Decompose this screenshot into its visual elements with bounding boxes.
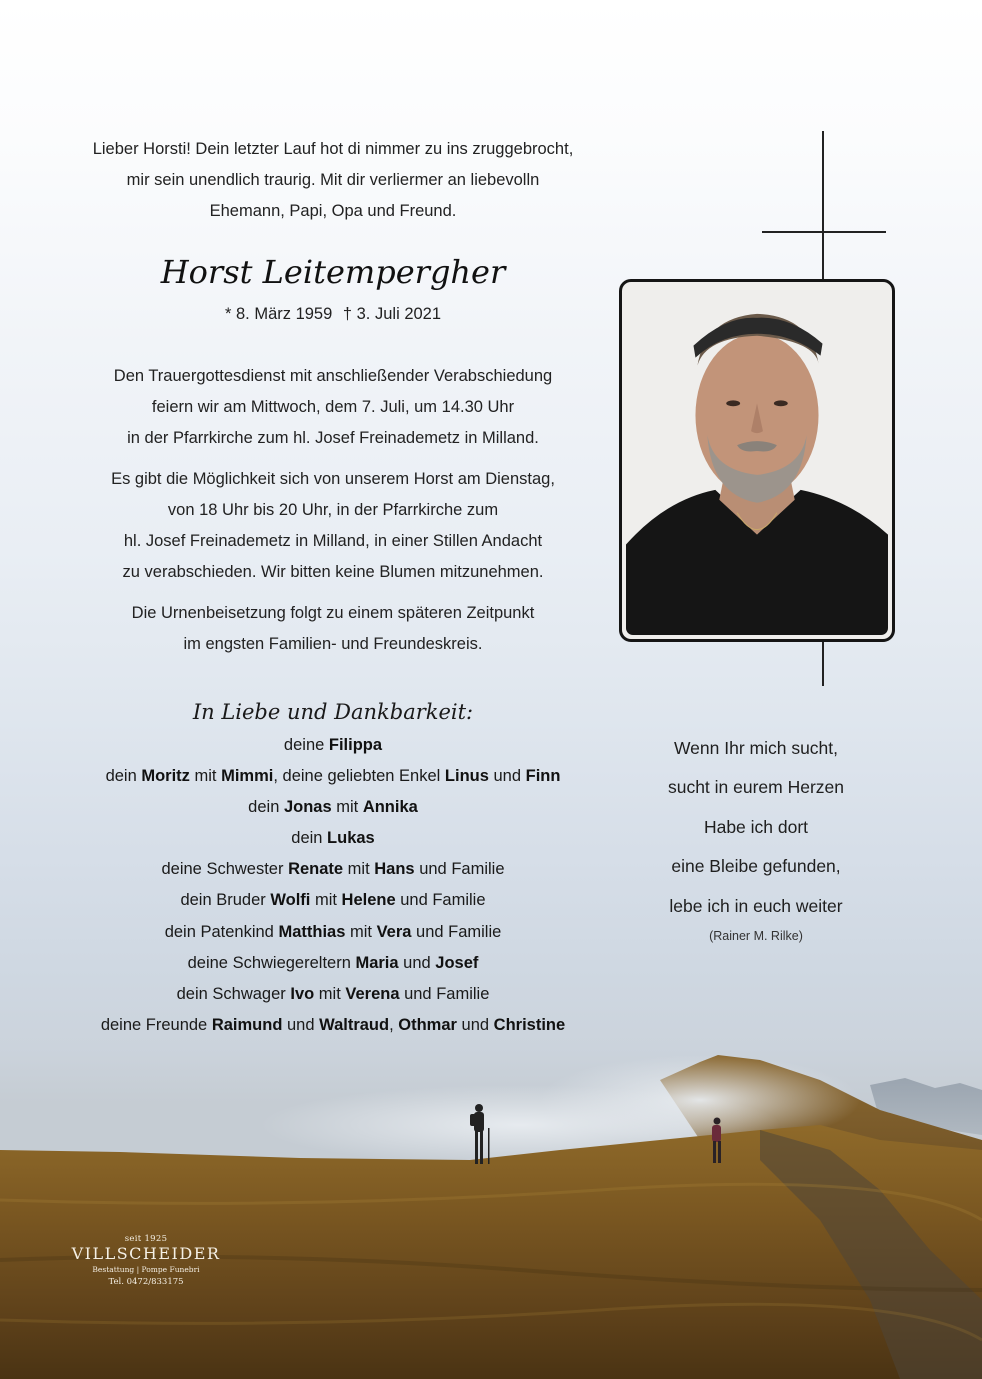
mourner-name: Annika	[362, 798, 418, 817]
mourner-relation: mit	[310, 891, 342, 910]
mourner-relation: und	[398, 953, 436, 972]
birth-date: * 8. März 1959	[224, 305, 333, 323]
service-paragraph	[40, 361, 626, 454]
mourner-relation: deine	[283, 736, 329, 754]
mourner-name: Maria	[355, 953, 399, 972]
poem-line: Habe ich dort	[703, 816, 809, 837]
logo-since: seit 1925	[124, 1234, 168, 1244]
mourner-name: Renate	[288, 860, 344, 879]
mourner-relation: und Familie	[414, 860, 505, 879]
mourner-name: Lukas	[327, 829, 375, 848]
mourner-name: Moritz	[141, 767, 190, 786]
memorial-poem	[620, 729, 892, 926]
service-paragraph	[40, 464, 626, 588]
mourner-name: Filippa	[328, 736, 383, 754]
logo-brand: VILLSCHEIDER	[71, 1244, 221, 1263]
mourner-relation: mit	[345, 922, 377, 941]
mourner-row	[40, 761, 626, 792]
service-line: feiern wir am Mittwoch, dem 7. Juli, um 14.30 Uhr	[151, 398, 515, 416]
mourner-relation: deine Freunde	[100, 1015, 212, 1034]
mourner-name: Vera	[376, 922, 412, 941]
mourner-name: Raimund	[211, 1015, 283, 1034]
mourner-name: Finn	[525, 767, 561, 786]
mourner-name: Helene	[341, 891, 396, 910]
mourner-relation: dein	[248, 798, 284, 817]
life-dates	[40, 300, 626, 328]
mourner-name: Christine	[493, 1015, 566, 1034]
mourner-row	[40, 948, 626, 979]
intro-text	[40, 134, 626, 227]
mourner-relation: und	[488, 767, 526, 786]
mourner-relation: dein	[105, 767, 142, 786]
mourner-row	[40, 730, 626, 761]
poem-line: Wenn Ihr mich sucht,	[673, 738, 839, 758]
mourner-relation: dein Bruder	[180, 891, 271, 910]
poem-line: sucht in eurem Herzen	[667, 777, 845, 798]
poem-line: lebe ich in euch weiter	[669, 895, 843, 916]
mourners-list	[40, 730, 626, 1041]
mourner-relation: dein Schwager	[176, 984, 291, 1003]
mourner-row	[40, 979, 626, 1010]
death-date: † 3. Juli 2021	[342, 305, 442, 323]
service-paragraph	[40, 598, 626, 660]
mourner-relation: deine Schwiegereltern	[187, 953, 356, 972]
mourner-name: Ivo	[290, 984, 315, 1003]
logo-subtitle: Bestattung | Pompe Funebri	[92, 1265, 200, 1274]
service-line: Den Trauergottesdienst mit anschließender Verabschiedung	[113, 367, 553, 385]
intro-line: Ehemann, Papi, Opa und Freund.	[209, 202, 457, 220]
mourner-name: Jonas	[283, 798, 332, 817]
service-line: Es gibt die Möglichkeit sich von unserem Horst am Dienstag,	[111, 470, 555, 488]
service-line: zu verabschieden. Wir bitten keine Blumen mitzunehmen.	[122, 563, 544, 581]
mourner-relation: und	[282, 1015, 320, 1034]
poem-line: eine Bleibe gefunden,	[671, 856, 841, 877]
mourner-relation: , deine geliebten Enkel	[273, 767, 445, 786]
mourner-row	[40, 823, 626, 854]
service-line: von 18 Uhr bis 20 Uhr, in der Pfarrkirche zum	[167, 501, 499, 519]
poem-author: (Rainer M. Rilke)	[709, 929, 803, 943]
logo-phone: Tel. 0472/833175	[108, 1277, 184, 1287]
mourner-relation: dein Patenkind	[164, 922, 279, 941]
mourner-row	[40, 917, 626, 948]
mourner-name: Matthias	[278, 922, 346, 941]
funeral-home-logo	[66, 1234, 226, 1288]
mourner-relation: mit	[331, 798, 363, 817]
mourner-name: Waltraud	[319, 1015, 390, 1034]
mourner-name: Mimmi	[221, 767, 274, 786]
service-line: hl. Josef Freinademetz in Milland, in einer Stillen Andacht	[123, 532, 543, 550]
mourner-row	[40, 1010, 626, 1041]
deceased-name: Horst Leitempergher	[160, 253, 506, 291]
mourner-relation: ,	[389, 1015, 399, 1034]
mourner-relation: und Familie	[395, 891, 486, 910]
mourner-row	[40, 854, 626, 885]
portrait-photo	[619, 279, 895, 642]
service-line: im engsten Familien- und Freundeskreis.	[183, 635, 483, 653]
intro-line: Lieber Horsti! Dein letzter Lauf hot di nimmer zu ins zruggebrocht,	[92, 140, 574, 158]
mourner-relation: und Familie	[399, 984, 490, 1003]
mourner-relation: und Familie	[411, 922, 502, 941]
mourner-relation: mit	[343, 860, 375, 879]
service-line: Die Urnenbeisetzung folgt zu einem späteren Zeitpunkt	[131, 604, 535, 622]
portrait-image	[626, 286, 888, 635]
mourner-relation: und	[456, 1015, 494, 1034]
mourner-name: Linus	[444, 767, 489, 786]
mourner-name: Verena	[345, 984, 400, 1003]
mourner-row	[40, 885, 626, 916]
service-line: in der Pfarrkirche zum hl. Josef Freinademetz in Milland.	[127, 429, 539, 447]
cross-horizontal-bar	[762, 231, 886, 233]
mourner-relation: deine Schwester	[161, 860, 289, 879]
mourner-name: Wolfi	[270, 891, 311, 910]
intro-line: mir sein unendlich traurig. Mit dir verliermer an liebevolln	[126, 171, 540, 189]
thanks-heading: In Liebe und Dankbarkeit:	[192, 700, 474, 724]
mourner-relation: dein	[291, 829, 328, 848]
mourner-name: Hans	[374, 860, 415, 879]
mourner-row	[40, 792, 626, 823]
mourner-relation: mit	[314, 984, 346, 1003]
service-info	[40, 361, 626, 670]
mourner-name: Josef	[435, 953, 479, 972]
mourner-relation: mit	[189, 767, 222, 786]
mourner-name: Othmar	[398, 1015, 457, 1034]
